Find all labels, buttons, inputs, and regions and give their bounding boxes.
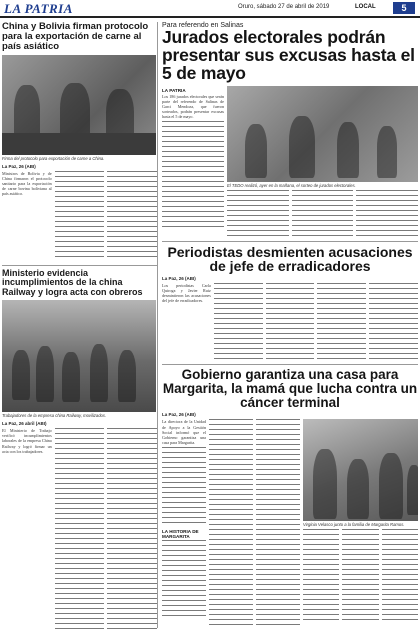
article-body-text [256, 419, 300, 625]
article-lead-periodistas: Los periodistas Carla Quiroga y Javier Ruiz desmintieron las acusaciones del jefe de erradicadores. [162, 282, 211, 304]
article-body-text [382, 529, 418, 621]
article-photo-margarita [303, 419, 418, 521]
article-headline-china-bolivia: China y Bolivia firman protocolo para la exportación de carne al país asiático [2, 21, 149, 52]
page-number: 5 [393, 2, 415, 14]
article-headline-jurados: Jurados electorales podrán presentar sus excusas hasta el 5 de mayo [162, 27, 415, 83]
article-lead-margarita: La directora de la Unidad de Apoyo a la Gestión Social informó que el Gobierno garantiza una casa para Margarita. [162, 419, 206, 445]
article-headline-railway: Ministerio evidencia incumplimientos de la china Railway y logra acta con obreros [2, 267, 143, 297]
left-column [2, 22, 158, 628]
article-headline-margarita: Gobierno garantiza una casa para Margarita, la mamá que lucha contra un cáncer terminal [162, 366, 418, 411]
article-body-text [162, 447, 206, 527]
main-area [162, 22, 418, 627]
article-lead-railway: El Ministerio de Trabajo verificó incumplimientos laborales de la empresa China Railway y logró firmar un acta con los trabajadores. [2, 428, 52, 454]
article-body-text [227, 190, 289, 238]
article-lead-jurados: Los 186 jurados electorales que serán parte del referendo de Salinas de Garci Mendoza, que fueron sorteados, podrán presentar excusas hasta el 5 de mayo. [162, 93, 224, 119]
byline-china-bolivia: La Paz, 26 (ABI) [2, 163, 36, 169]
newspaper-logo: LA PATRIA [4, 1, 73, 16]
masthead [0, 0, 420, 18]
article-body-text [369, 283, 418, 361]
article-photo-jurados [227, 86, 418, 182]
kicker-referendo: Para referendo en Salinas [162, 22, 244, 29]
byline-margarita: La Paz, 26 (ABI) [162, 412, 196, 418]
photo-caption-margarita: Virginia Velasco junto a la familia de Margarita Ramos. [303, 522, 405, 528]
article-headline-periodistas: Periodistas desmienten acusaciones de jefe de erradicadores [167, 243, 413, 275]
dateline: Oruro, sábado 27 de abril de 2019 [238, 4, 330, 10]
box-heading-historia: LA HISTORIA DE MARGARITA [162, 528, 199, 539]
article-body-text [55, 428, 105, 630]
article-body-text [214, 283, 263, 361]
article-body-text [162, 540, 206, 618]
article-body-text [55, 171, 105, 261]
article-body-text [107, 428, 157, 630]
source-label: LA PATRIA [162, 87, 186, 93]
byline-periodistas: La Paz, 26 (ABI) [162, 275, 196, 281]
photo-caption-railway: Trabajadores de la empresa china Railway, movilizados. [2, 413, 107, 419]
section-label: LOCAL [355, 4, 376, 10]
article-body-text [292, 190, 354, 238]
article-photo-china-bolivia [2, 55, 156, 155]
article-body-text [162, 121, 224, 231]
article-body-text [303, 529, 339, 621]
byline-railway: La Paz, 26 abril (ABI) [2, 421, 47, 427]
article-body-text [266, 283, 315, 361]
article-lead-china-bolivia: Ministros de Bolivia y de China firmaron el protocolo sanitario para la exportación de carne bovina boliviana al país asiático. [2, 170, 52, 197]
article-body-text [107, 171, 157, 261]
article-photo-railway [2, 300, 156, 412]
article-body-text [356, 190, 418, 238]
article-body-text [209, 419, 253, 625]
article-body-text [342, 529, 378, 621]
photo-caption-china-bolivia: Firma del protocolo para exportación de carne a China. [2, 155, 105, 161]
photo-caption-jurados: El TEDO realizó, ayer en la mañana, el sorteo de jurados electorales. [227, 182, 356, 188]
article-body-text [317, 283, 366, 361]
